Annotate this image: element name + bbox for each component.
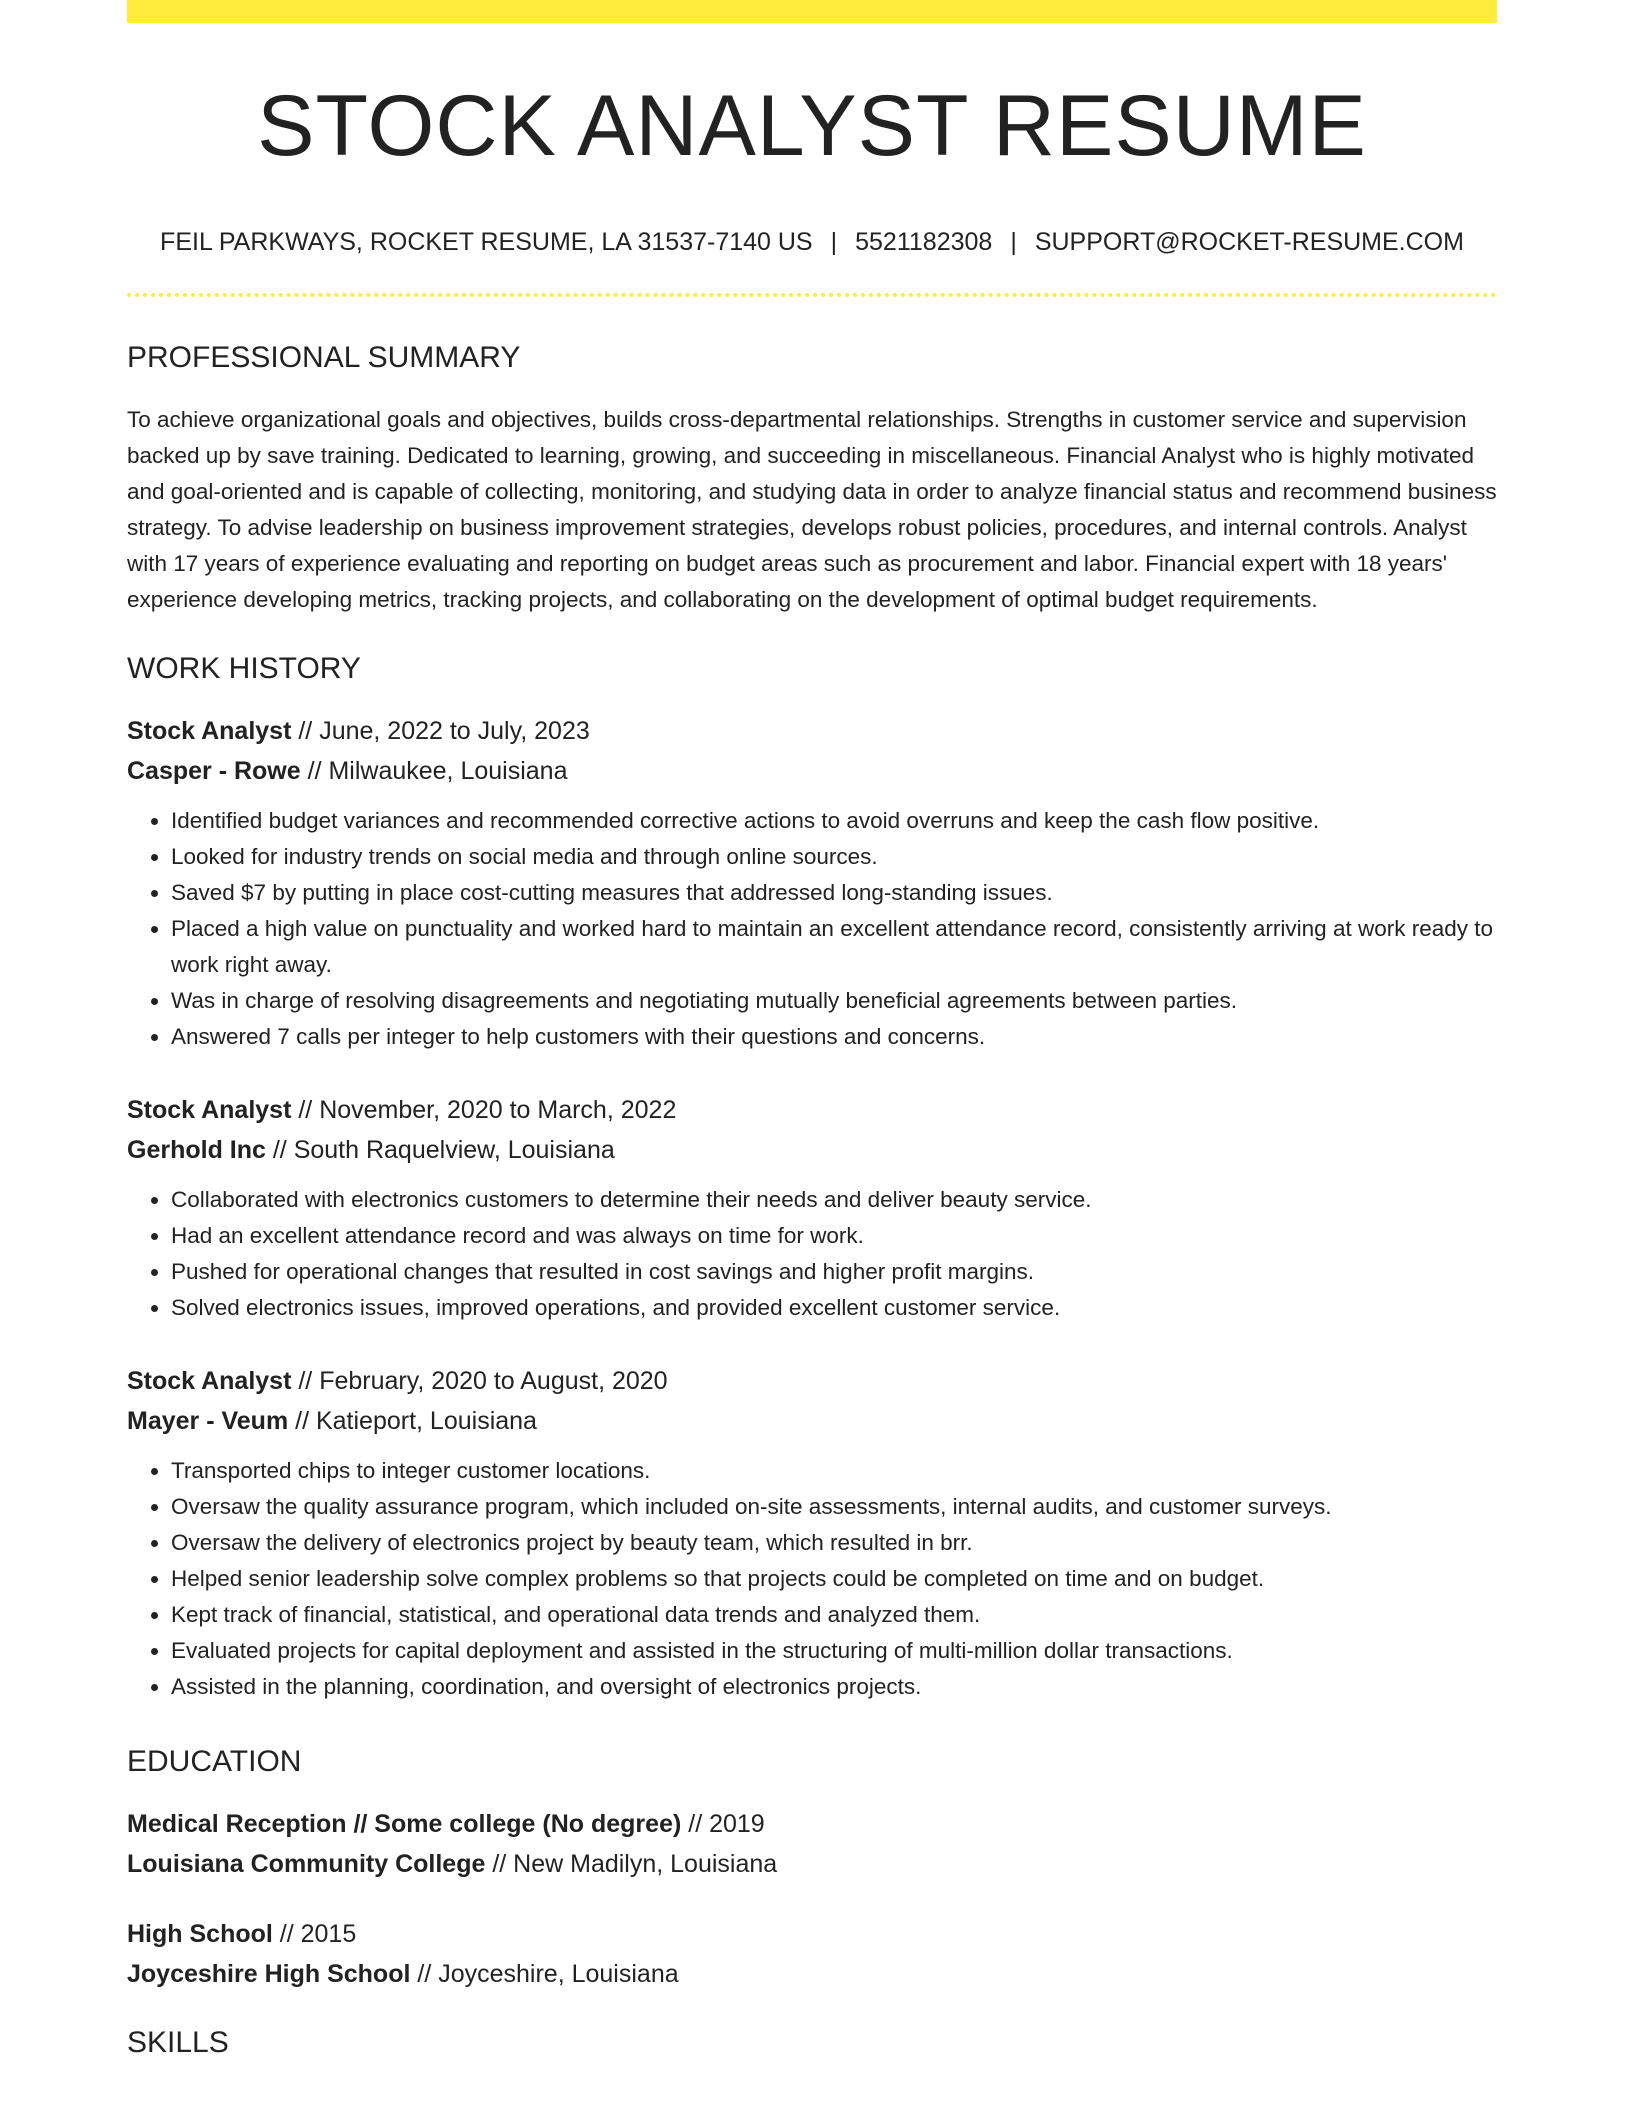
education-location: // Joyceshire, Louisiana [410, 1960, 679, 1988]
job-entry [127, 1361, 1497, 1705]
job-bullet: • Was in charge of resolving disagreements and negotiating mutually beneficial agreements between parties. [171, 983, 1497, 1019]
job-bullet: • Solved electronics issues, improved operations, and provided excellent customer service. [171, 1290, 1497, 1326]
job-title: Stock Analyst [127, 1367, 292, 1395]
job-bullet: • Oversaw the quality assurance program, which included on-site assessments, internal audits, and customer surveys. [171, 1489, 1497, 1525]
job-bullet: • Saved $7 by putting in place cost-cutting measures that addressed long-standing issues. [171, 875, 1497, 911]
job-bullet-list [127, 803, 1497, 1055]
dotted-divider [127, 293, 1497, 297]
education-degree-line [127, 1914, 1497, 1954]
contact-address: FEIL PARKWAYS, ROCKET RESUME, LA 31537-7140 US [160, 228, 813, 256]
job-bullet: • Kept track of financial, statistical, and operational data trends and analyzed them. [171, 1597, 1497, 1633]
job-bullet-list [127, 1453, 1497, 1705]
job-company: Mayer - Veum [127, 1407, 289, 1435]
job-bullet: • Pushed for operational changes that resulted in cost savings and higher profit margins. [171, 1254, 1497, 1290]
education-degree-line [127, 1804, 1497, 1844]
job-company: Casper - Rowe [127, 757, 301, 785]
job-title-line [127, 711, 1497, 751]
job-company-line [127, 1130, 1497, 1170]
contact-line [127, 227, 1497, 257]
job-company-line [127, 751, 1497, 791]
job-location: // Milwaukee, Louisiana [300, 757, 568, 785]
top-accent-bar [127, 0, 1497, 23]
job-entry [127, 711, 1497, 1055]
job-title: Stock Analyst [127, 717, 292, 745]
section-heading-summary: PROFESSIONAL SUMMARY [127, 341, 521, 374]
contact-email: SUPPORT@ROCKET-RESUME.COM [1034, 228, 1464, 256]
job-location: // Katieport, Louisiana [288, 1407, 537, 1435]
contact-separator: | [830, 228, 838, 256]
job-bullet: • Oversaw the delivery of electronics project by beauty team, which resulted in brr. [171, 1525, 1497, 1561]
job-bullet: • Assisted in the planning, coordination, and oversight of electronics projects. [171, 1669, 1497, 1705]
job-bullet: • Looked for industry trends on social media and through online sources. [171, 839, 1497, 875]
section-heading-education: EDUCATION [127, 1745, 302, 1778]
job-company: Gerhold Inc [127, 1136, 266, 1164]
job-bullet: • Identified budget variances and recommended corrective actions to avoid overruns and keep the cash flow positive. [171, 803, 1497, 839]
job-bullet: • Answered 7 calls per integer to help customers with their questions and concerns. [171, 1019, 1497, 1055]
job-dates: // February, 2020 to August, 2020 [291, 1367, 668, 1395]
job-bullet: • Had an excellent attendance record and was always on time for work. [171, 1218, 1497, 1254]
education-school: Louisiana Community College [127, 1850, 486, 1878]
education-year: // 2019 [681, 1810, 765, 1838]
education-location: // New Madilyn, Louisiana [485, 1850, 778, 1878]
contact-separator: | [1010, 228, 1017, 256]
job-bullet-list [127, 1182, 1497, 1326]
education-degree: Medical Reception // Some college (No degree) [127, 1810, 682, 1838]
education-year: // 2015 [272, 1920, 357, 1948]
summary-paragraph: To achieve organizational goals and objectives, builds cross-departmental relationships. Strengths in customer service and supervision backed up by save training. Dedicated to learning, growing, and succeeding in miscellaneous. Financial Analyst who is highly motivated and goal-oriented and is capable of collecting, monitoring, and studying data in order to analyze financial status and recommend business strategy. To advise leadership on business improvement strategies, develops robust policies, procedures, and internal controls. Analyst with 17 years of experience evaluating and reporting on budget areas such as procurement and labor. Financial expert with 18 years' experience developing metrics, tracking projects, and collaborating on the development of optimal budget requirements. [127, 407, 1497, 612]
job-bullet: • Helped senior leadership solve complex problems so that projects could be completed on time and on budget. [171, 1561, 1497, 1597]
job-title-line [127, 1361, 1497, 1401]
job-company-line [127, 1401, 1497, 1441]
section-heading-work-history: WORK HISTORY [127, 652, 361, 685]
education-school: Joyceshire High School [127, 1960, 411, 1988]
job-bullet: • Placed a high value on punctuality and worked hard to maintain an excellent attendance record, consistently arriving at work ready to work right away. [171, 911, 1497, 983]
education-school-line [127, 1844, 1497, 1884]
education-school-line [127, 1954, 1497, 1994]
resume-content [127, 0, 1497, 2059]
education-entry [127, 1804, 1497, 1884]
education-degree: High School [127, 1920, 273, 1948]
job-entry [127, 1090, 1497, 1326]
job-location: // South Raquelview, Louisiana [265, 1136, 615, 1164]
job-bullet: • Transported chips to integer customer locations. [171, 1453, 1497, 1489]
job-title-line [127, 1090, 1497, 1130]
job-bullet: • Collaborated with electronics customers to determine their needs and deliver beauty service. [171, 1182, 1497, 1218]
resume-title: STOCK ANALYST RESUME [257, 78, 1367, 174]
section-heading-skills: SKILLS [127, 2026, 229, 2059]
job-dates: // November, 2020 to March, 2022 [291, 1096, 677, 1124]
job-title: Stock Analyst [127, 1096, 292, 1124]
job-dates: // June, 2022 to July, 2023 [291, 717, 590, 745]
education-entry [127, 1914, 1497, 1994]
contact-phone: 5521182308 [855, 228, 993, 256]
job-bullet: • Evaluated projects for capital deployment and assisted in the structuring of multi-million dollar transactions. [171, 1633, 1497, 1669]
